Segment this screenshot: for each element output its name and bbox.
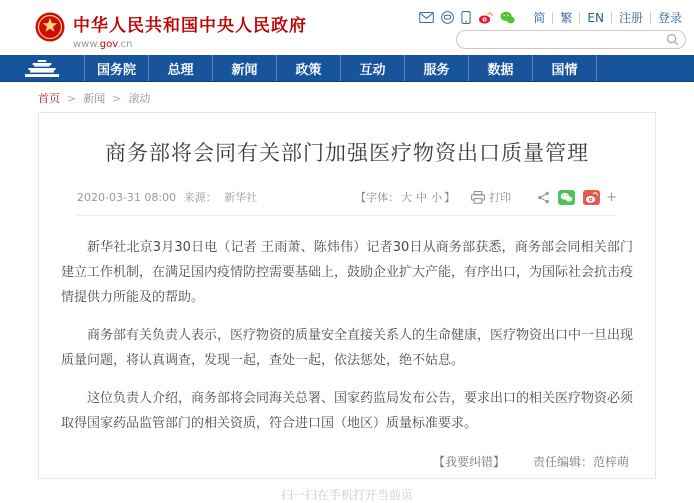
site-url-pre: www. bbox=[73, 39, 100, 50]
article-paragraph: 商务部有关负责人表示，医疗物资的质量安全直接关系人的生命健康，医疗物资出口中一旦出现质量问题，将认真调查，发现一起，查处一起，依法惩处，绝不姑息。 bbox=[61, 328, 634, 368]
wechat-icon[interactable] bbox=[500, 11, 515, 24]
print-button[interactable] bbox=[471, 189, 511, 205]
nav-item-state-council[interactable]: 国务院 bbox=[84, 55, 148, 81]
printer-icon bbox=[471, 191, 485, 204]
nav-item-services[interactable]: 服务 bbox=[404, 55, 468, 81]
site-url bbox=[73, 39, 307, 50]
weibo-icon[interactable] bbox=[478, 11, 493, 24]
article-meta-row bbox=[77, 189, 617, 205]
meta-divider bbox=[77, 215, 617, 216]
font-size-large[interactable]: 大 bbox=[401, 191, 413, 204]
search-icon[interactable] bbox=[666, 33, 679, 46]
font-size-control bbox=[355, 189, 455, 205]
nav-home-button[interactable] bbox=[0, 55, 84, 81]
weibo-share-icon bbox=[583, 190, 600, 205]
breadcrumb-home[interactable]: 首页 bbox=[38, 92, 60, 105]
editor-name: 范梓萌 bbox=[592, 455, 629, 469]
breadcrumb bbox=[38, 90, 694, 106]
nav-item-interaction[interactable]: 互动 bbox=[340, 55, 404, 81]
source-name[interactable]: 新华社 bbox=[224, 191, 258, 204]
weibo-share-button[interactable] bbox=[583, 190, 600, 205]
article-footer bbox=[39, 453, 629, 470]
mobile-icon[interactable] bbox=[461, 11, 471, 24]
nav-filler bbox=[596, 55, 694, 81]
register-link[interactable]: 注册 bbox=[612, 12, 651, 24]
lang-english-link[interactable]: EN bbox=[580, 12, 612, 24]
share-button[interactable] bbox=[537, 191, 550, 204]
lang-simplified-link[interactable]: 简 bbox=[526, 12, 553, 24]
nav-item-data[interactable]: 数据 bbox=[468, 55, 532, 81]
font-ctl-prefix: 【字体： bbox=[355, 191, 400, 204]
wechat-share-icon bbox=[558, 190, 575, 205]
font-size-small[interactable]: 小 bbox=[431, 191, 443, 204]
article-paragraph: 这位负责人介绍，商务部将会同海关总署、国家药监局发布公告，要求出口的相关医疗物资必须取得国家药品监管部门的相关资质，符合进口国（地区）质量标准要求。 bbox=[61, 391, 634, 431]
site-header bbox=[0, 0, 694, 55]
breadcrumb-news[interactable]: 新闻 bbox=[83, 92, 106, 105]
article-container bbox=[38, 112, 656, 479]
nav-item-policies[interactable]: 政策 bbox=[276, 55, 340, 81]
site-url-mid: gov bbox=[99, 39, 118, 50]
site-title: 中华人民共和国中央人民政府 bbox=[73, 16, 307, 36]
wechat-share-button[interactable] bbox=[558, 190, 575, 205]
font-size-medium[interactable]: 中 bbox=[416, 191, 428, 204]
national-emblem-logo[interactable] bbox=[35, 12, 65, 42]
scan-to-open-tip: 扫一扫在手机打开当前页 bbox=[280, 488, 413, 502]
site-url-post: .cn bbox=[117, 39, 133, 50]
editor-credit bbox=[533, 453, 629, 470]
mail-icon[interactable] bbox=[419, 12, 434, 23]
article-datetime: 2020-03-31 08:00 bbox=[77, 191, 177, 204]
article-paragraph: 新华社北京3月30日电（记者 王雨萧、陈炜伟）记者30日从商务部获悉，商务部会同相关部门建立工作机制，在满足国内疫情防控需要基础上，鼓励企业扩大产能，有序出口，为国际社会抗击疫情提供力所能及的帮助。 bbox=[61, 240, 634, 305]
header-utility-bar bbox=[419, 11, 682, 24]
breadcrumb-rolling[interactable]: 滚动 bbox=[128, 92, 151, 105]
lang-traditional-link[interactable]: 繁 bbox=[553, 12, 580, 24]
share-nodes-icon bbox=[537, 191, 550, 204]
nav-item-national-conditions[interactable]: 国情 bbox=[532, 55, 596, 81]
article-meta-left bbox=[77, 189, 261, 205]
search-box bbox=[456, 30, 686, 49]
nav-item-premier[interactable]: 总理 bbox=[148, 55, 212, 81]
nav-item-news[interactable]: 新闻 bbox=[212, 55, 276, 81]
search-input[interactable] bbox=[467, 32, 666, 47]
editor-label: 责任编辑： bbox=[532, 455, 593, 469]
font-ctl-suffix: 】 bbox=[444, 191, 456, 204]
breadcrumb-separator: > bbox=[112, 92, 122, 105]
print-label: 打印 bbox=[489, 191, 512, 204]
national-emblem-icon bbox=[35, 12, 65, 42]
breadcrumb-separator: > bbox=[67, 92, 77, 105]
source-label: 来源： bbox=[183, 191, 217, 204]
more-share-button[interactable]: + bbox=[606, 189, 617, 205]
client-app-icon[interactable] bbox=[441, 11, 454, 24]
article-title: 商务部将会同有关部门加强医疗物资出口质量管理 bbox=[105, 141, 589, 165]
correction-button[interactable]: 【我要纠错】 bbox=[432, 455, 505, 469]
main-nav bbox=[0, 55, 694, 82]
login-link[interactable]: 登录 bbox=[657, 10, 682, 25]
tiananmen-gate-icon bbox=[25, 60, 59, 77]
article-meta-right bbox=[355, 189, 617, 205]
